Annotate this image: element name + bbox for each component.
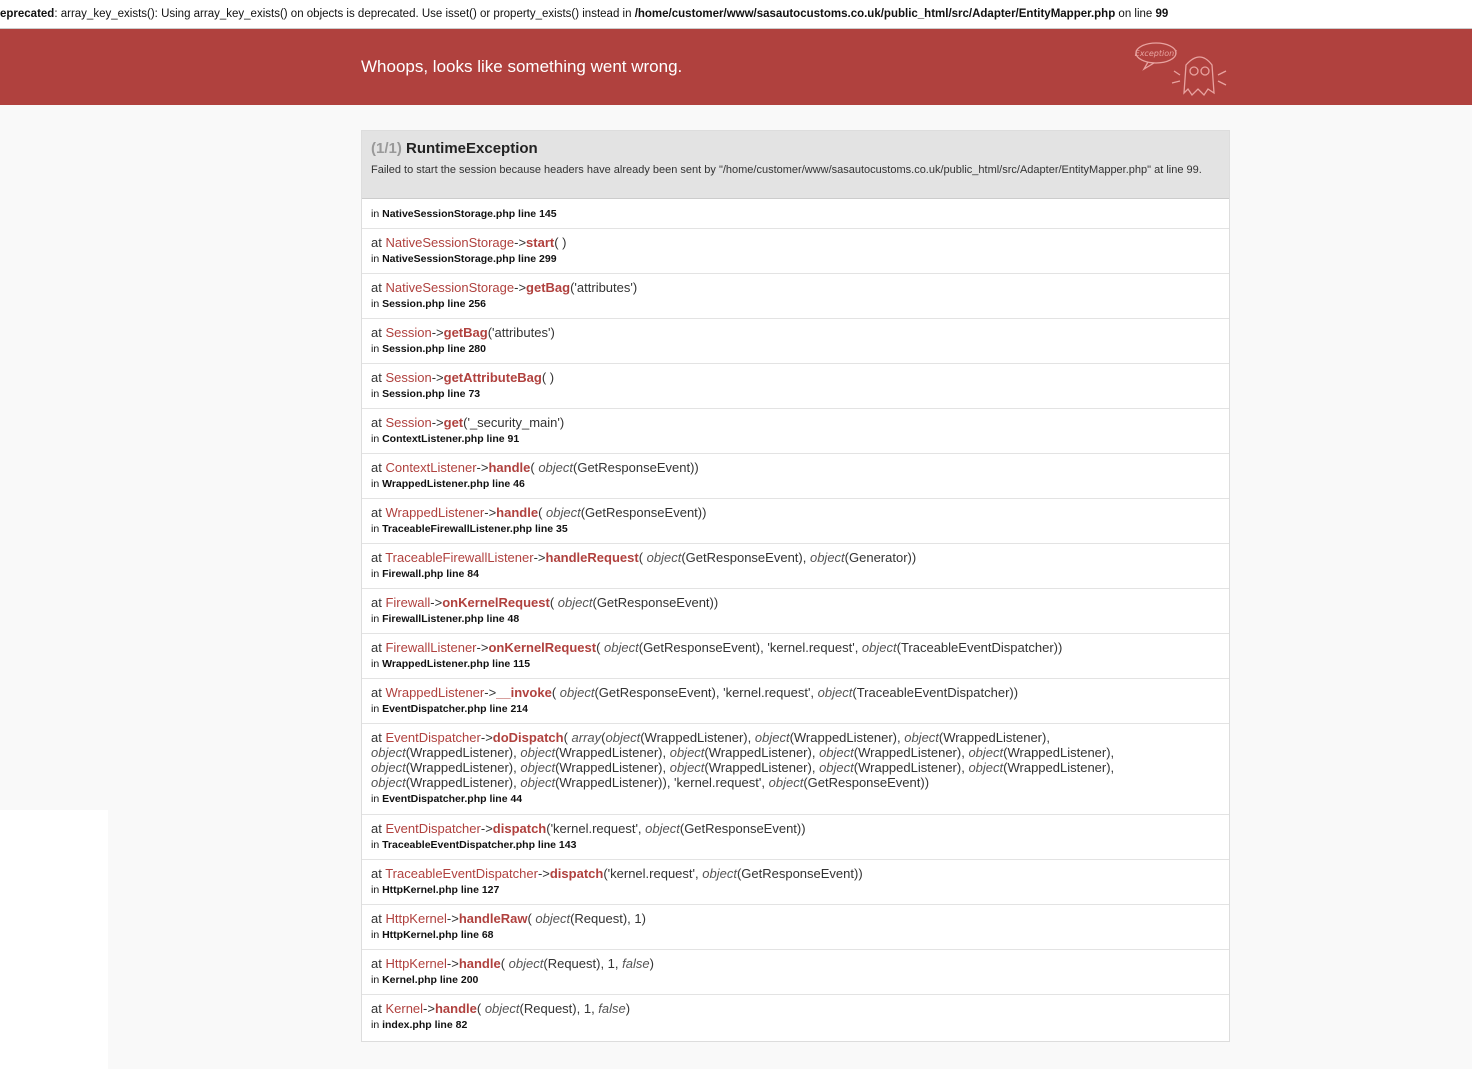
trace-class: Session bbox=[385, 325, 432, 340]
in-label: in bbox=[371, 298, 383, 310]
trace-file: NativeSessionStorage.php line 299 bbox=[382, 253, 557, 265]
trace-location bbox=[371, 477, 1220, 491]
trace-class: EventDispatcher bbox=[385, 730, 481, 745]
trace-function: dispatch bbox=[549, 866, 604, 881]
trace-call bbox=[371, 235, 1220, 250]
trace-args: ('kernel.request', object(GetResponseEvent)) bbox=[546, 821, 806, 836]
in-label: in bbox=[371, 703, 383, 715]
trace-args: ( object(Request), 1) bbox=[527, 911, 646, 926]
arrow: -> bbox=[480, 730, 493, 745]
trace-class: WrappedListener bbox=[385, 505, 485, 520]
at-label: at bbox=[371, 235, 386, 250]
trace-row bbox=[362, 860, 1229, 905]
trace-file: Firewall.php line 84 bbox=[382, 568, 479, 580]
trace-call bbox=[371, 821, 1220, 836]
trace-location bbox=[371, 928, 1220, 942]
in-label: in bbox=[371, 658, 383, 670]
in-label: in bbox=[371, 478, 383, 490]
trace-location bbox=[371, 973, 1220, 987]
at-label: at bbox=[371, 460, 386, 475]
arrow: -> bbox=[423, 1001, 435, 1016]
trace-row bbox=[362, 544, 1229, 589]
deprecation-path: /home/customer/www/sasautocustoms.co.uk/public_html/src/Adapter/EntityMapper.php bbox=[634, 8, 1116, 20]
at-label: at bbox=[371, 911, 386, 926]
trace-row bbox=[362, 815, 1229, 860]
trace-args: ( ) bbox=[554, 235, 567, 250]
trace-file: HttpKernel.php line 127 bbox=[382, 884, 500, 896]
arrow: -> bbox=[446, 956, 459, 971]
trace-class: Session bbox=[385, 370, 432, 385]
trace-class: ContextListener bbox=[385, 460, 477, 475]
at-label: at bbox=[371, 505, 386, 520]
trace-file: index.php line 82 bbox=[382, 1019, 468, 1031]
trace-class: HttpKernel bbox=[385, 956, 447, 971]
trace-class: TraceableEventDispatcher bbox=[385, 866, 538, 881]
in-label: in bbox=[371, 839, 383, 851]
trace-row bbox=[362, 274, 1229, 319]
trace-row bbox=[362, 589, 1229, 634]
trace-file: ContextListener.php line 91 bbox=[382, 433, 520, 445]
trace-args: ( object(GetResponseEvent)) bbox=[530, 460, 699, 475]
arrow: -> bbox=[514, 280, 527, 295]
exception-title bbox=[371, 139, 1220, 159]
trace-args: ( ) bbox=[541, 370, 555, 385]
trace-class: HttpKernel bbox=[385, 911, 447, 926]
trace-call bbox=[371, 685, 1220, 700]
trace-row bbox=[362, 634, 1229, 679]
trace-call bbox=[371, 280, 1220, 295]
trace-args: ( object(GetResponseEvent)) bbox=[538, 505, 707, 520]
trace-call bbox=[371, 730, 1171, 790]
trace-location bbox=[371, 702, 1220, 716]
arrow: -> bbox=[480, 821, 493, 836]
trace-file: WrappedListener.php line 46 bbox=[382, 478, 525, 490]
in-label: in bbox=[371, 568, 383, 580]
trace-class: TraceableFirewallListener bbox=[385, 550, 534, 565]
at-label: at bbox=[371, 821, 386, 836]
trace-function: start bbox=[526, 235, 555, 250]
trace-call bbox=[371, 1001, 1220, 1016]
trace-function: handle bbox=[458, 956, 501, 971]
in-label: in bbox=[371, 523, 383, 535]
exception-counter: (1/1) bbox=[371, 140, 402, 157]
trace-call bbox=[371, 325, 1220, 340]
trace-row bbox=[362, 319, 1229, 364]
trace-args: ( object(GetResponseEvent), 'kernel.request', object(TraceableEventDispatcher)) bbox=[551, 685, 1019, 700]
trace-location bbox=[371, 1018, 1220, 1032]
trace-file: Session.php line 280 bbox=[382, 343, 486, 355]
trace-location bbox=[371, 522, 1220, 536]
trace-call bbox=[371, 866, 1220, 881]
trace-file: HttpKernel.php line 68 bbox=[382, 929, 494, 941]
trace-call bbox=[371, 595, 1220, 610]
trace-args: ( object(GetResponseEvent), 'kernel.request', object(TraceableEventDispatcher)) bbox=[596, 640, 1063, 655]
trace-function: getBag bbox=[443, 325, 488, 340]
deprecation-on-line: on line bbox=[1115, 8, 1156, 20]
trace-class: Session bbox=[385, 415, 432, 430]
arrow: -> bbox=[446, 911, 459, 926]
arrow: -> bbox=[430, 595, 443, 610]
trace-args: ( object(GetResponseEvent), object(Generator)) bbox=[638, 550, 917, 565]
trace-row bbox=[362, 679, 1229, 724]
trace-row bbox=[362, 499, 1229, 544]
trace-location bbox=[371, 387, 1220, 401]
trace-class: EventDispatcher bbox=[385, 821, 481, 836]
ghost-logo-text: Exception! bbox=[1134, 49, 1178, 58]
in-label: in bbox=[371, 343, 383, 355]
trace-row bbox=[362, 950, 1229, 995]
trace-file: WrappedListener.php line 115 bbox=[382, 658, 531, 670]
trace-class: NativeSessionStorage bbox=[385, 235, 515, 250]
trace-call bbox=[371, 640, 1220, 655]
trace-function: get bbox=[443, 415, 464, 430]
trace-location bbox=[371, 838, 1220, 852]
exception-class: RuntimeException bbox=[406, 140, 538, 157]
trace-row bbox=[362, 995, 1229, 1040]
at-label: at bbox=[371, 550, 386, 565]
trace-function: handle bbox=[496, 505, 539, 520]
trace-args: ( object(Request), 1, false) bbox=[476, 1001, 631, 1016]
in-label: in bbox=[371, 433, 383, 445]
exception-header bbox=[362, 131, 1229, 199]
at-label: at bbox=[371, 415, 386, 430]
trace-function: getAttributeBag bbox=[443, 370, 542, 385]
trace-row bbox=[362, 905, 1229, 950]
arrow: -> bbox=[431, 325, 444, 340]
trace-location bbox=[371, 342, 1220, 356]
trace-row bbox=[362, 454, 1229, 499]
in-label: in bbox=[371, 613, 383, 625]
deprecation-notice bbox=[0, 0, 1472, 29]
at-label: at bbox=[371, 956, 386, 971]
trace-function: dispatch bbox=[492, 821, 547, 836]
arrow: -> bbox=[476, 640, 489, 655]
arrow: -> bbox=[484, 505, 497, 520]
trace-class: WrappedListener bbox=[385, 685, 485, 700]
at-label: at bbox=[371, 370, 386, 385]
trace-function: onKernelRequest bbox=[488, 640, 597, 655]
trace-function: doDispatch bbox=[492, 730, 564, 745]
trace-class: Kernel bbox=[385, 1001, 424, 1016]
in-label: in bbox=[371, 974, 383, 986]
exception-ghost-icon bbox=[1134, 37, 1232, 101]
in-label: in bbox=[371, 388, 383, 400]
trace-function: handleRequest bbox=[545, 550, 639, 565]
trace-row bbox=[362, 724, 1229, 815]
arrow: -> bbox=[476, 460, 489, 475]
trace-file: TraceableFirewallListener.php line 35 bbox=[382, 523, 568, 535]
in-label: in bbox=[371, 884, 383, 896]
at-label: at bbox=[371, 280, 386, 295]
exception-panel bbox=[361, 130, 1230, 1042]
deprecation-label: eprecated bbox=[0, 8, 55, 20]
trace-file: FirewallListener.php line 48 bbox=[382, 613, 520, 625]
origin-file: NativeSessionStorage.php line 145 bbox=[382, 208, 557, 220]
arrow: -> bbox=[533, 550, 546, 565]
trace-location bbox=[371, 567, 1220, 581]
trace-class: Firewall bbox=[385, 595, 431, 610]
at-label: at bbox=[371, 866, 386, 881]
trace-location bbox=[371, 252, 1220, 266]
trace-row bbox=[362, 364, 1229, 409]
stack-trace-list bbox=[362, 229, 1229, 1040]
trace-file: Session.php line 73 bbox=[382, 388, 481, 400]
trace-call bbox=[371, 370, 1220, 385]
trace-args: ( object(GetResponseEvent)) bbox=[549, 595, 719, 610]
arrow: -> bbox=[484, 685, 497, 700]
trace-file: Kernel.php line 200 bbox=[382, 974, 479, 986]
trace-args: ( array(object(WrappedListener), object(WrappedListener), object(WrappedListener), object(WrappedListener), object(WrappedListener), object(WrappedListener), object(WrappedListener), object(WrappedListener), object(WrappedListener), object(WrappedListener), object(WrappedListener), object(WrappedListener), object(WrappedListener), object(WrappedListener), object(WrappedListener)), 'kernel.request', object(GetResponseEvent)) bbox=[371, 730, 1115, 790]
trace-class: FirewallListener bbox=[385, 640, 477, 655]
trace-args: ('_security_main') bbox=[463, 415, 565, 430]
deprecation-line: 99 bbox=[1155, 8, 1169, 20]
trace-function: handle bbox=[488, 460, 531, 475]
in-label: in bbox=[371, 208, 380, 220]
trace-function: getBag bbox=[526, 280, 571, 295]
arrow: -> bbox=[431, 415, 444, 430]
at-label: at bbox=[371, 685, 386, 700]
trace-origin-row bbox=[362, 199, 1229, 229]
trace-args: ('kernel.request', object(GetResponseEvent)) bbox=[603, 866, 863, 881]
trace-class: NativeSessionStorage bbox=[385, 280, 515, 295]
at-label: at bbox=[371, 1001, 386, 1016]
deprecation-message: : array_key_exists(): Using array_key_exists() on objects is deprecated. Use isset() or property_exists() instead in bbox=[54, 8, 635, 20]
in-label: in bbox=[371, 793, 383, 805]
trace-row bbox=[362, 409, 1229, 454]
header-title: Whoops, looks like something went wrong. bbox=[361, 57, 683, 76]
trace-args: ('attributes') bbox=[487, 325, 555, 340]
trace-location bbox=[371, 657, 1220, 671]
trace-function: handleRaw bbox=[458, 911, 528, 926]
trace-file: Session.php line 256 bbox=[382, 298, 486, 310]
trace-origin bbox=[371, 207, 1220, 221]
trace-function: handle bbox=[434, 1001, 477, 1016]
trace-function: onKernelRequest bbox=[442, 595, 550, 610]
at-label: at bbox=[371, 730, 386, 745]
arrow: -> bbox=[431, 370, 444, 385]
trace-location bbox=[371, 883, 1220, 897]
trace-call bbox=[371, 505, 1220, 520]
arrow: -> bbox=[537, 866, 550, 881]
trace-call bbox=[371, 956, 1220, 971]
at-label: at bbox=[371, 640, 386, 655]
trace-file: EventDispatcher.php line 214 bbox=[382, 703, 528, 715]
in-label: in bbox=[371, 253, 383, 265]
trace-args: ('attributes') bbox=[570, 280, 638, 295]
trace-call bbox=[371, 415, 1220, 430]
in-label: in bbox=[371, 929, 383, 941]
at-label: at bbox=[371, 595, 386, 610]
blank-area bbox=[0, 810, 108, 1069]
trace-location bbox=[371, 612, 1220, 626]
at-label: at bbox=[371, 325, 386, 340]
trace-file: EventDispatcher.php line 44 bbox=[382, 793, 523, 805]
exception-message: Failed to start the session because headers have already been sent by "/home/customer/www/sasautocustoms.co.uk/public_html/src/Adapter/EntityMapper.php" at line 99. bbox=[371, 164, 1202, 176]
in-label: in bbox=[371, 1019, 383, 1031]
trace-file: TraceableEventDispatcher.php line 143 bbox=[382, 839, 577, 851]
trace-location bbox=[371, 792, 1220, 806]
trace-row bbox=[362, 229, 1229, 274]
arrow: -> bbox=[514, 235, 527, 250]
trace-args: ( object(Request), 1, false) bbox=[500, 956, 654, 971]
error-header bbox=[0, 29, 1472, 105]
trace-call bbox=[371, 460, 1220, 475]
trace-call bbox=[371, 550, 1220, 565]
trace-location bbox=[371, 432, 1220, 446]
trace-call bbox=[371, 911, 1220, 926]
trace-location bbox=[371, 297, 1220, 311]
trace-function: __invoke bbox=[496, 685, 552, 700]
